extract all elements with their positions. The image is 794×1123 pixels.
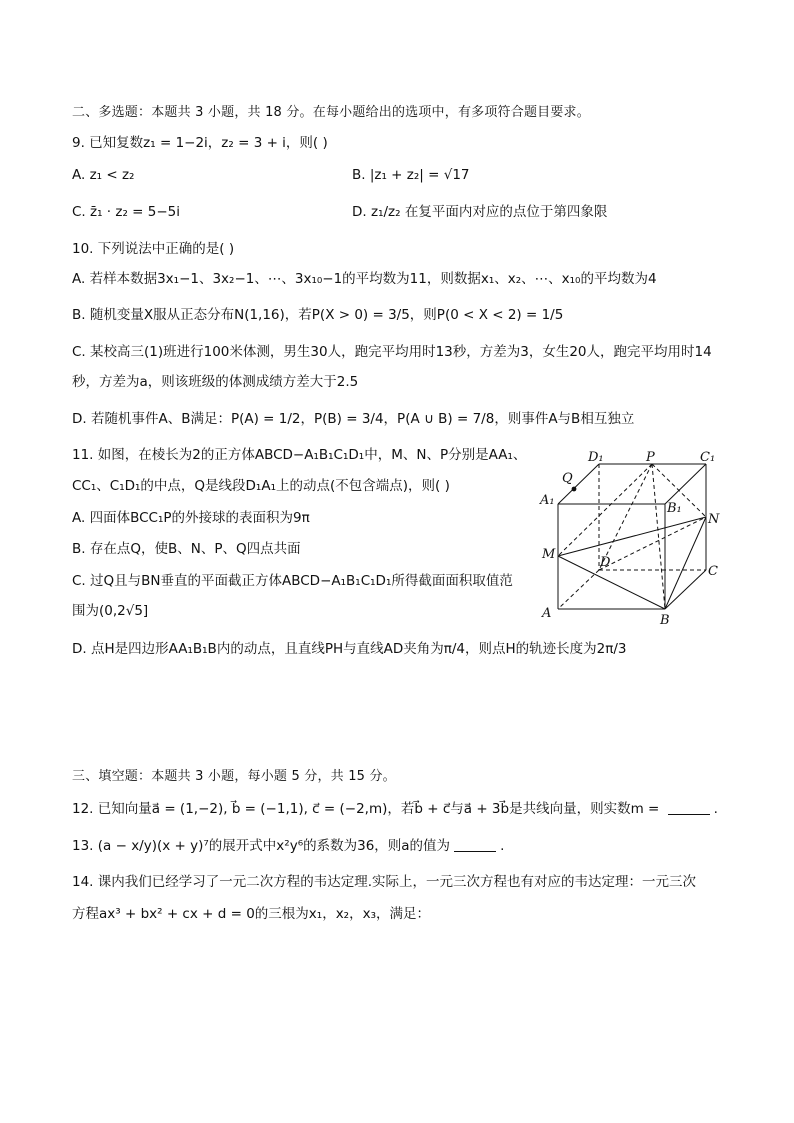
question-13 — [72, 837, 504, 855]
q13-end: . — [500, 838, 505, 854]
q11-option-d: D. 点H是四边形AA₁B₁B内的动点，且直线PH与直线AD夹角为π/4，则点H的轨迹长度为2π/3 — [72, 641, 627, 657]
q11-option-a: A. 四面体BCC₁P的外接球的表面积为9π — [72, 510, 310, 526]
q12-end: . — [713, 801, 718, 817]
label-d1: D₁ — [588, 450, 604, 465]
label-b1: B₁ — [667, 501, 682, 516]
label-p: P — [646, 450, 655, 465]
label-a1: A₁ — [540, 493, 555, 508]
q11-option-c-line2: 围为(0,2√5] — [72, 603, 149, 619]
q10-option-c-line1: C. 某校高三(1)班进行100米体测，男生30人，跑完平均用时13秒，方差为3，女生20人，跑完平均用时14 — [72, 344, 712, 360]
label-c: C — [708, 564, 718, 579]
section-3-heading: 三、填空题：本题共 3 小题，每小题 5 分，共 15 分。 — [72, 769, 396, 784]
label-c1: C₁ — [700, 450, 716, 465]
question-14-line1: 14. 课内我们已经学习了一元二次方程的韦达定理.实际上，一元三次方程也有对应的韦达定理：一元三次 — [72, 874, 697, 890]
q10-option-a: A. 若样本数据3x₁−1、3x₂−1、⋯、3x₁₀−1的平均数为11，则数据x₁、x₂、⋯、x₁₀的平均数为4 — [72, 271, 657, 287]
question-12 — [72, 800, 718, 818]
q12-stem: 12. 已知向量a⃗ = (1,−2), b⃗ = (−1,1), c⃗ = (−2,m)，若b⃗ + c⃗与a⃗ + 3b⃗是共线向量，则实数m = — [72, 801, 664, 817]
question-9-stem: 9. 已知复数z₁ = 1−2i，z₂ = 3 + i，则( ) — [72, 135, 328, 151]
q10-option-b: B. 随机变量X服从正态分布N(1,16)，若P(X > 0) = 3/5，则P(0 < X < 2) = 1/5 — [72, 307, 564, 323]
q10-option-d: D. 若随机事件A、B满足：P(A) = 1/2，P(B) = 3/4，P(A ∪ B) = 7/8，则事件A与B相互独立 — [72, 411, 635, 427]
label-q: Q — [562, 471, 573, 486]
point-q-dot — [572, 487, 577, 492]
label-a: A — [542, 606, 552, 621]
q13-stem: 13. (a − x/y)(x + y)⁷的展开式中x²y⁶的系数为36，则a的值为 — [72, 838, 451, 854]
question-14-line2: 方程ax³ + bx² + cx + d = 0的三根为x₁，x₂，x₃，满足： — [72, 906, 430, 922]
q10-option-c-line2: 秒，方差为a，则该班级的体测成绩方差大于2.5 — [72, 374, 359, 390]
q12-answer-blank[interactable] — [668, 802, 710, 815]
question-11-stem-line2: CC₁、C₁D₁的中点，Q是线段D₁A₁上的动点(不包含端点)，则( ) — [72, 478, 450, 494]
cube-figure — [528, 444, 728, 630]
label-m: M — [542, 547, 556, 562]
q9-option-a: A. z₁ < z₂ — [72, 167, 135, 183]
q9-option-b: B. |z₁ + z₂| = √17 — [352, 167, 470, 183]
question-11-stem-line1: 11. 如图，在棱长为2的正方体ABCD−A₁B₁C₁D₁中，M、N、P分别是AA₁、 — [72, 447, 527, 463]
q11-option-c-line1: C. 过Q且与BN垂直的平面截正方体ABCD−A₁B₁C₁D₁所得截面面积取值范 — [72, 573, 513, 589]
label-b: B — [660, 613, 670, 628]
section-2-heading: 二、多选题：本题共 3 小题，共 18 分。在每小题给出的选项中，有多项符合题目要求。 — [72, 105, 590, 120]
q13-answer-blank[interactable] — [454, 839, 496, 852]
label-d: D — [600, 555, 611, 570]
label-n: N — [708, 512, 720, 527]
q9-option-c: C. z̄₁ · z₂ = 5−5i — [72, 204, 181, 220]
q11-option-b: B. 存在点Q，使B、N、P、Q四点共面 — [72, 541, 301, 557]
question-10-stem: 10. 下列说法中正确的是( ) — [72, 241, 235, 257]
q9-option-d: D. z₁/z₂ 在复平面内对应的点位于第四象限 — [352, 204, 608, 220]
